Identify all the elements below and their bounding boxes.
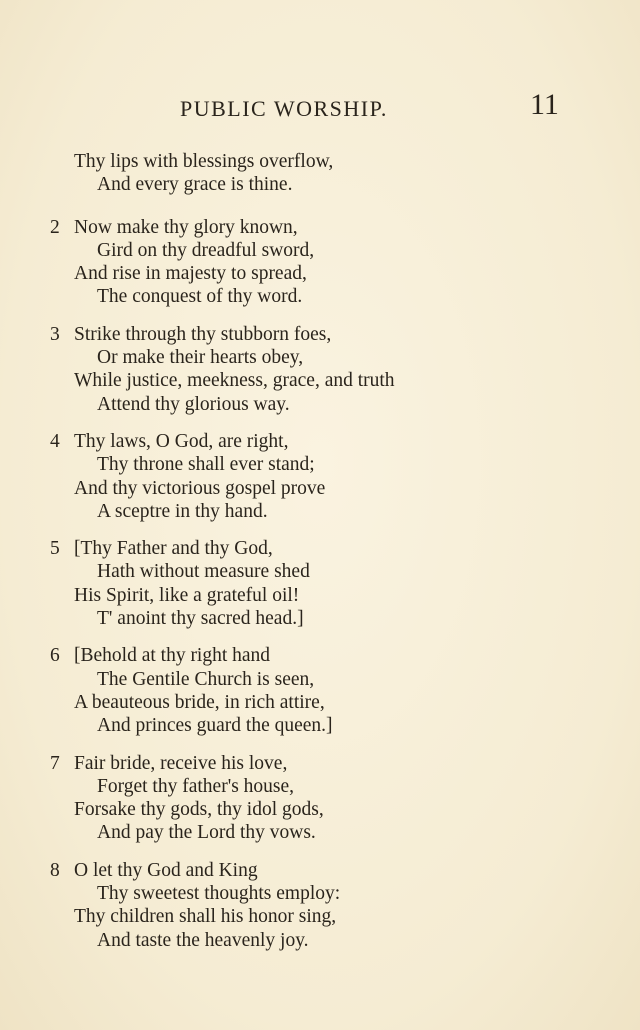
stanza xyxy=(0,752,640,845)
verse-line: [Thy Father and thy God, xyxy=(74,538,273,560)
verse-line: While justice, meekness, grace, and truth xyxy=(74,370,395,392)
verse-line: Fair bride, receive his love, xyxy=(74,752,288,774)
verse-line: Now make thy glory known, xyxy=(74,216,298,238)
verse-line: O let thy God and King xyxy=(74,859,258,881)
verse-line: Thy throne shall ever stand; xyxy=(97,454,315,476)
verse-line: And princes guard the queen.] xyxy=(97,715,333,737)
verse-line: Strike through thy stubborn foes, xyxy=(74,323,332,345)
verse-line: Thy sweetest thoughts employ: xyxy=(97,883,341,905)
verse-line: The conquest of thy word. xyxy=(97,286,303,308)
stanza xyxy=(0,216,640,309)
verse-line: Forsake thy gods, thy idol gods, xyxy=(74,799,324,821)
verse-line: [Behold at thy right hand xyxy=(74,645,271,667)
verse-line: A beauteous bride, in rich attire, xyxy=(74,691,325,713)
stanza xyxy=(0,150,640,197)
verse-line: Thy laws, O God, are right, xyxy=(74,430,289,452)
stanza-number: 8 xyxy=(50,859,60,881)
stanza xyxy=(0,537,640,630)
verse-line: Thy children shall his honor sing, xyxy=(74,906,337,928)
verse-line: Gird on thy dreadful sword, xyxy=(97,239,315,261)
verse-line: And rise in majesty to spread, xyxy=(74,263,307,285)
stanza xyxy=(0,430,640,523)
verse-line: And pay the Lord thy vows. xyxy=(97,822,316,844)
verse-line: Thy lips with blessings overflow, xyxy=(74,151,334,172)
page-number: 11 xyxy=(530,88,559,121)
verse-line: And every grace is thine. xyxy=(97,174,293,196)
stanza-number: 6 xyxy=(50,645,60,667)
stanza xyxy=(0,644,640,737)
verse-line: His Spirit, like a grateful oil! xyxy=(74,584,300,606)
verse-line: T' anoint thy sacred head.] xyxy=(97,608,304,630)
stanza-number: 4 xyxy=(50,430,60,452)
verse-line: And thy victorious gospel prove xyxy=(74,477,326,499)
verse-line: Attend thy glorious way. xyxy=(97,393,290,415)
verse-line: Or make their hearts obey, xyxy=(97,347,304,369)
verse-line: Forget thy father's house, xyxy=(97,775,295,797)
verse-line: And taste the heavenly joy. xyxy=(97,929,309,951)
running-head: PUBLIC WORSHIP. xyxy=(180,96,388,121)
stanza-number: 5 xyxy=(50,538,60,560)
stanza-number: 7 xyxy=(50,752,60,774)
stanza xyxy=(0,323,640,416)
verse-line: A sceptre in thy hand. xyxy=(97,500,268,522)
verse-line: Hath without measure shed xyxy=(97,561,310,583)
verse-line: The Gentile Church is seen, xyxy=(97,668,315,690)
stanza xyxy=(0,859,640,952)
stanza-number: 2 xyxy=(50,216,60,238)
stanza-number: 3 xyxy=(50,323,60,345)
hymn-text xyxy=(0,150,640,966)
